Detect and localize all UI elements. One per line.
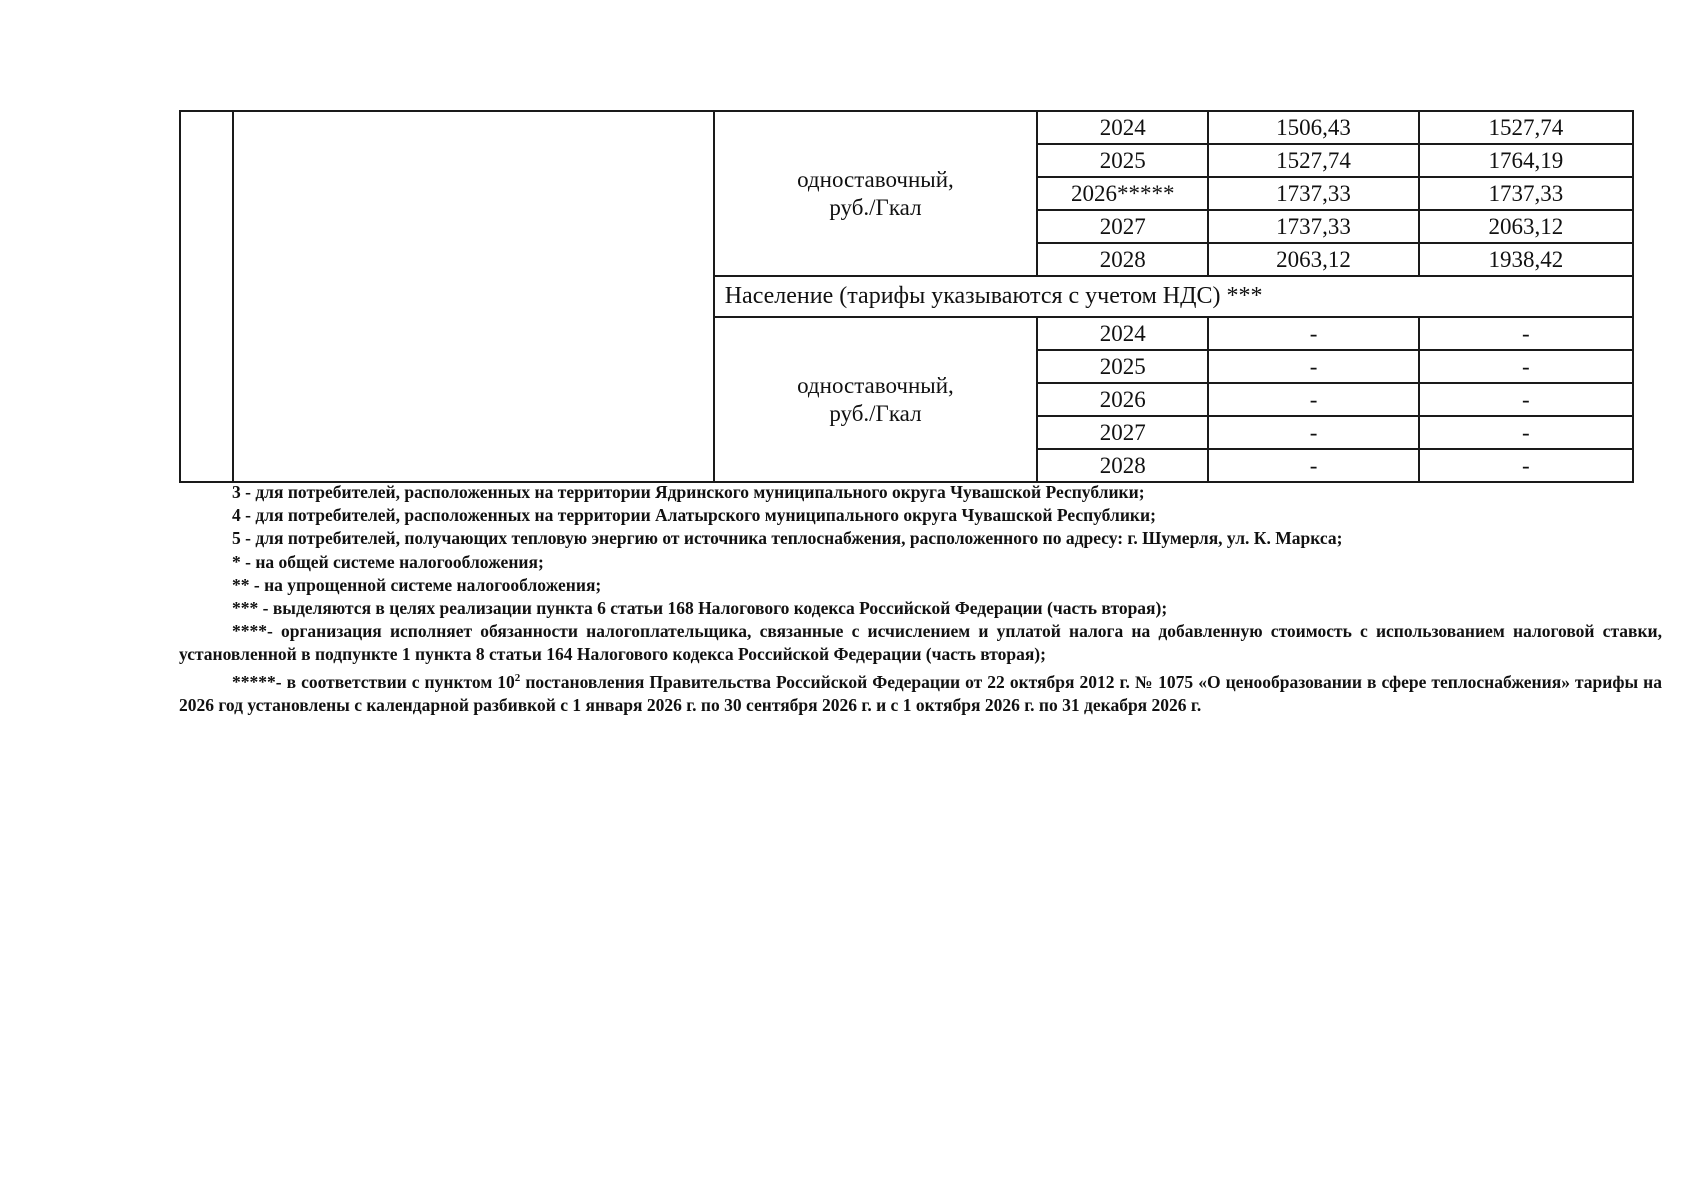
footnote-asterisk-5-start: *****- в соответствии с пунктом 10 bbox=[232, 671, 515, 692]
value-cell-1: 1506,43 bbox=[1208, 111, 1418, 144]
value-cell-2: 1737,33 bbox=[1419, 177, 1633, 210]
tariff-type-cell bbox=[714, 111, 1037, 276]
organization-name-cell bbox=[233, 111, 714, 482]
table-row bbox=[180, 111, 1633, 144]
footnote-asterisk-3: *** - выделяются в целях реализации пункта 6 статьи 168 Налогового кодекса Российской Федерации (часть вторая); bbox=[232, 598, 1168, 619]
tariff-type-cell bbox=[714, 317, 1037, 482]
value-cell-2: - bbox=[1419, 383, 1633, 416]
value-cell-2: - bbox=[1419, 449, 1633, 482]
tariff-type-line: одноставочный, bbox=[797, 372, 954, 398]
year-cell: 2026***** bbox=[1037, 177, 1208, 210]
value-cell-1: - bbox=[1208, 449, 1418, 482]
tariff-type-line: руб./Гкал bbox=[829, 194, 922, 220]
value-cell-2: - bbox=[1419, 416, 1633, 449]
value-cell-1: 1527,74 bbox=[1208, 144, 1418, 177]
footnote-asterisk-4: ****- организация исполняет обязанности налогоплательщика, связанные с исчислением и уплатой налога на добавленную стоимость с использованием налоговой ставки, установленной в подпункте 1 пункта 8 статьи 164 Налогового кодекса Российской Федерации (часть вторая); bbox=[179, 621, 1662, 665]
value-cell-2: - bbox=[1419, 317, 1633, 350]
year-cell: 2026 bbox=[1037, 383, 1208, 416]
value-cell-1: 2063,12 bbox=[1208, 243, 1418, 276]
year-cell: 2025 bbox=[1037, 350, 1208, 383]
value-cell-1: - bbox=[1208, 317, 1418, 350]
footnotes bbox=[179, 481, 1662, 717]
value-cell-2: 2063,12 bbox=[1419, 210, 1633, 243]
value-cell-1: 1737,33 bbox=[1208, 177, 1418, 210]
footnote-superscript: 2 bbox=[514, 671, 521, 684]
value-cell-2: 1938,42 bbox=[1419, 243, 1633, 276]
value-cell-1: - bbox=[1208, 350, 1418, 383]
value-cell-1: - bbox=[1208, 383, 1418, 416]
value-cell-1: - bbox=[1208, 416, 1418, 449]
tariff-type-line: одноставочный, bbox=[797, 166, 954, 192]
row-number-cell bbox=[180, 111, 233, 482]
year-cell: 2024 bbox=[1037, 317, 1208, 350]
value-cell-2: 1527,74 bbox=[1419, 111, 1633, 144]
value-cell-2: - bbox=[1419, 350, 1633, 383]
year-cell: 2028 bbox=[1037, 449, 1208, 482]
year-cell: 2025 bbox=[1037, 144, 1208, 177]
year-cell: 2028 bbox=[1037, 243, 1208, 276]
footnote-5: 5 - для потребителей, получающих тепловую энергию от источника теплоснабжения, расположенного по адресу: г. Шумерля, ул. К. Маркса; bbox=[232, 528, 1343, 549]
year-cell: 2027 bbox=[1037, 416, 1208, 449]
value-cell-1: 1737,33 bbox=[1208, 210, 1418, 243]
tariff-table bbox=[179, 110, 1634, 483]
footnote-4: 4 - для потребителей, расположенных на территории Алатырского муниципального округа Чувашской Республики; bbox=[232, 505, 1156, 526]
population-header-cell: Население (тарифы указываются с учетом НДС) *** bbox=[714, 276, 1633, 317]
footnote-asterisk-5 bbox=[179, 667, 1662, 717]
footnote-asterisk-5-rest: постановления Правительства Российской Федерации от 22 октября 2012 г. № 1075 «О ценообразовании в сфере теплоснабжения» тарифы на 2026 год установлены с календарной разбивкой с 1 января 2026 г. по 30 сентября 2026 г. и с 1 октября 2026 г. по 31 декабря 2026 г. bbox=[179, 671, 1662, 715]
footnote-asterisk-2: ** - на упрощенной системе налогообложения; bbox=[232, 574, 602, 595]
year-cell: 2024 bbox=[1037, 111, 1208, 144]
tariff-type-line: руб./Гкал bbox=[829, 400, 922, 426]
year-cell: 2027 bbox=[1037, 210, 1208, 243]
footnote-3: 3 - для потребителей, расположенных на территории Ядринского муниципального округа Чувашской Республики; bbox=[232, 482, 1145, 502]
value-cell-2: 1764,19 bbox=[1419, 144, 1633, 177]
footnote-asterisk-1: * - на общей системе налогообложения; bbox=[232, 551, 544, 572]
